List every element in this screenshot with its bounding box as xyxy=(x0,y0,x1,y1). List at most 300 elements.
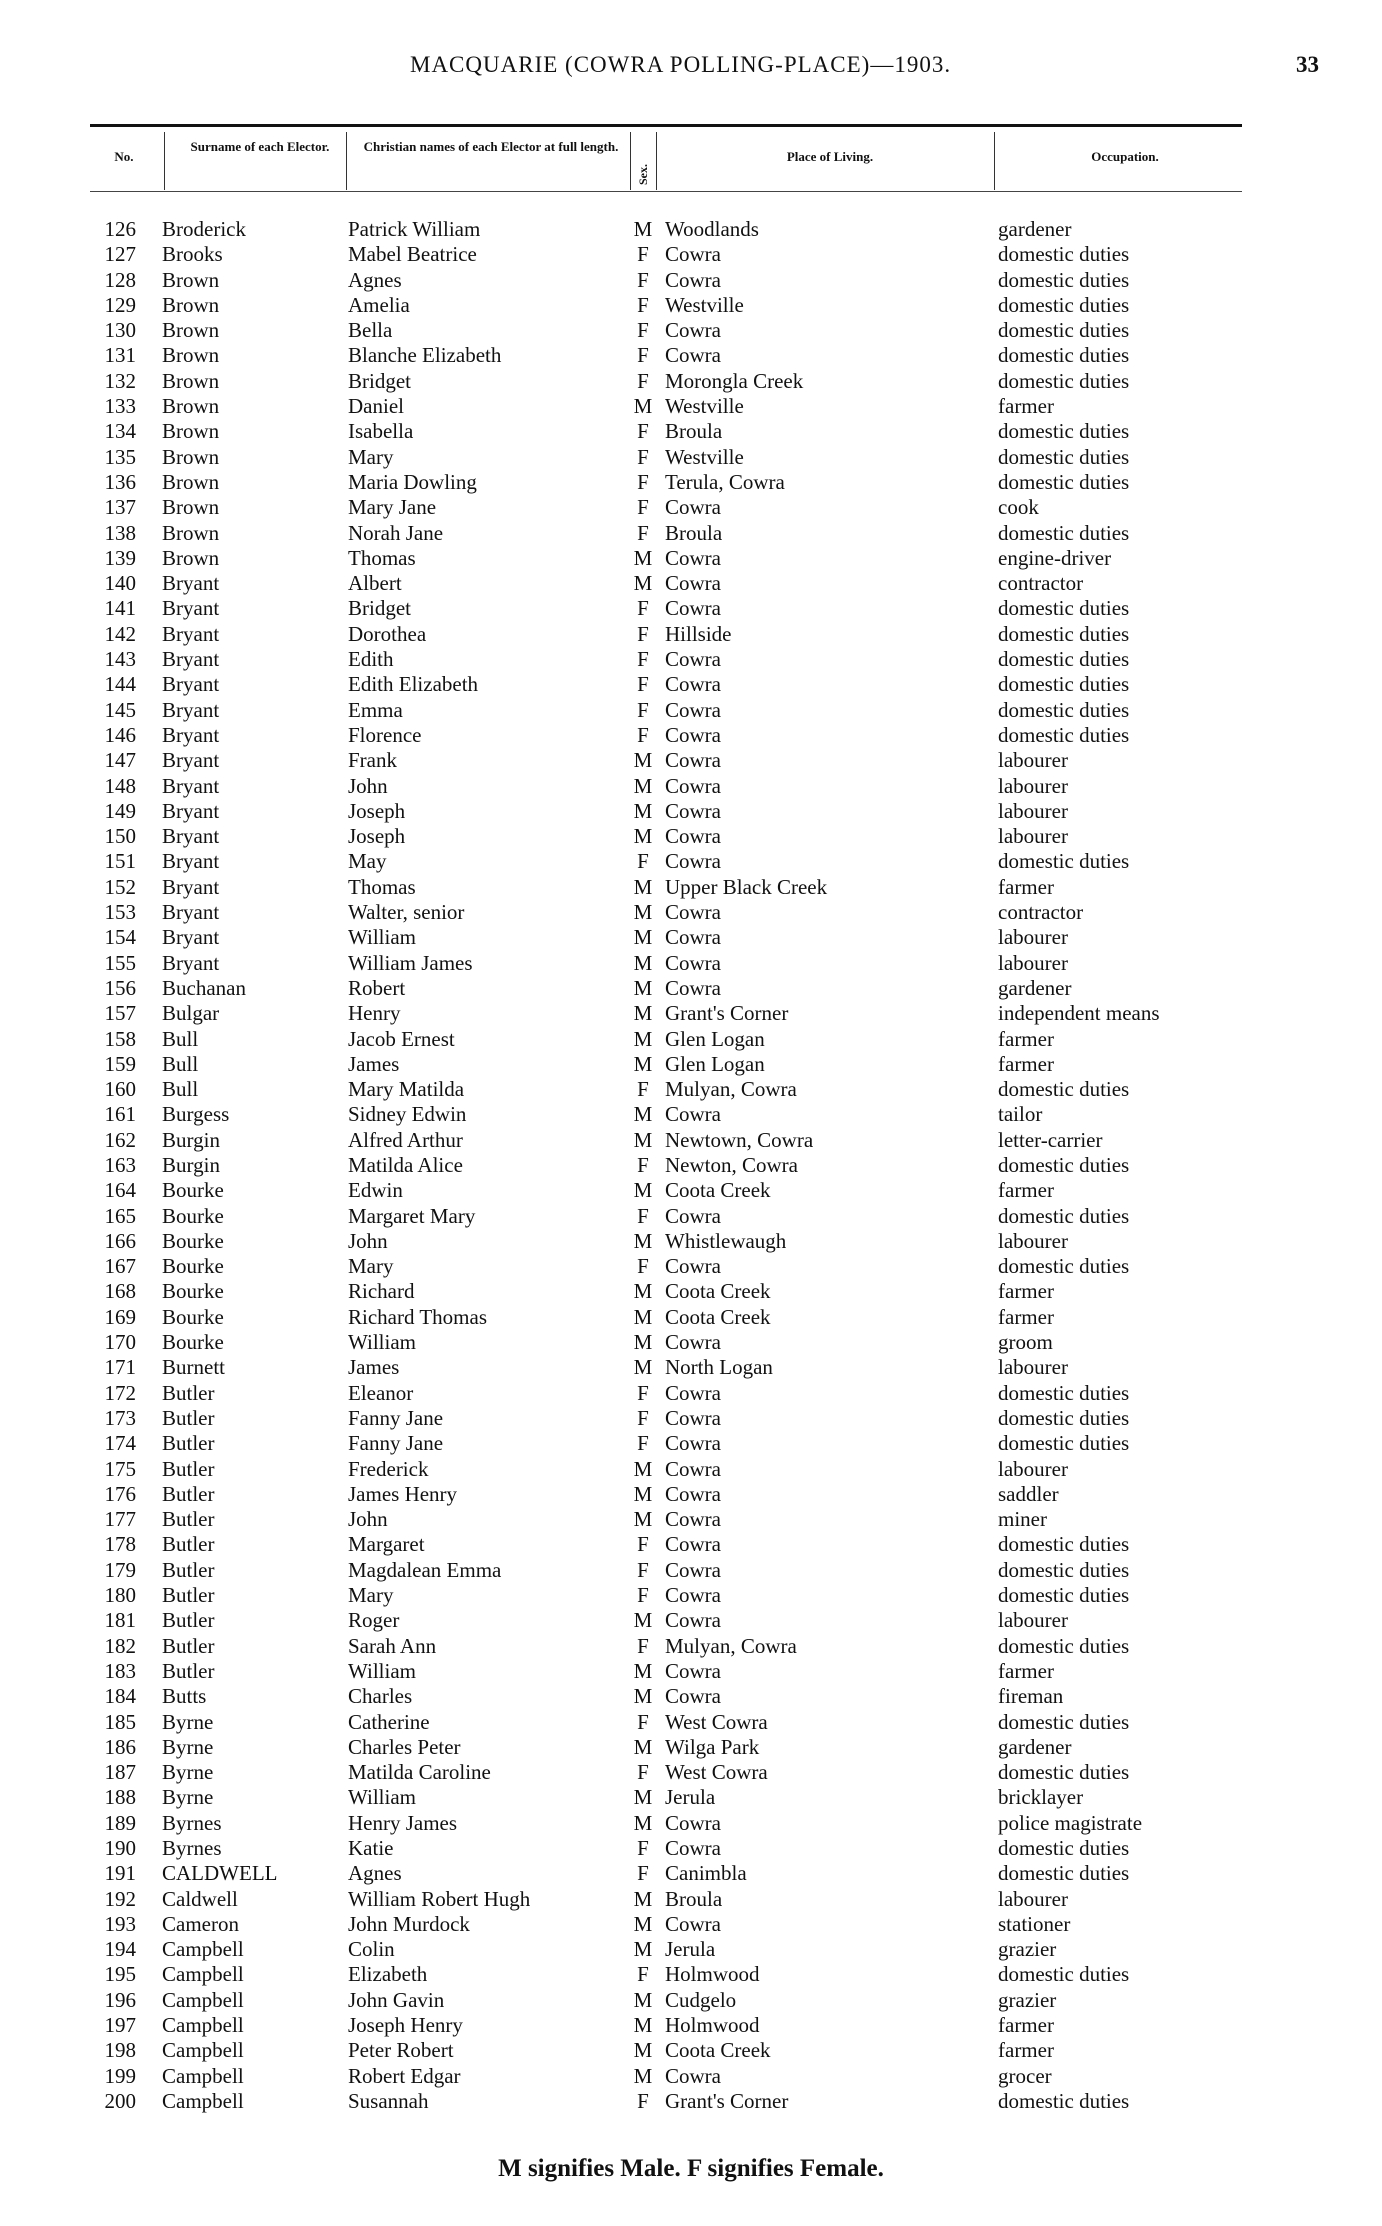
table-row xyxy=(0,521,1382,546)
elector-occupation: labourer xyxy=(998,1355,1068,1380)
elector-christian-names: John xyxy=(348,773,388,798)
elector-sex: F xyxy=(637,368,649,393)
table-row xyxy=(0,875,1382,900)
elector-number: 184 xyxy=(104,1684,136,1709)
elector-number: 197 xyxy=(104,2013,136,2038)
table-row xyxy=(0,1634,1382,1659)
elector-number: 160 xyxy=(104,1077,136,1102)
elector-occupation: engine-driver xyxy=(998,545,1112,570)
elector-occupation: cook xyxy=(998,495,1039,520)
elector-surname: Bryant xyxy=(162,621,220,646)
elector-place-of-living: Cowra xyxy=(665,1810,721,1835)
elector-number: 142 xyxy=(104,621,136,646)
elector-place-of-living: Cowra xyxy=(665,545,721,570)
elector-occupation: miner xyxy=(998,1507,1047,1532)
elector-number: 173 xyxy=(104,1405,136,1430)
elector-number: 177 xyxy=(104,1507,136,1532)
elector-surname: Bourke xyxy=(162,1254,224,1279)
table-row xyxy=(0,925,1382,950)
elector-christian-names: Mary xyxy=(348,1583,394,1608)
elector-number: 127 xyxy=(104,242,136,267)
table-row xyxy=(0,900,1382,925)
elector-place-of-living: Cowra xyxy=(665,1481,721,1506)
elector-number: 190 xyxy=(104,1836,136,1860)
elector-sex: M xyxy=(633,2038,653,2063)
elector-number: 181 xyxy=(104,1608,136,1633)
elector-number: 167 xyxy=(104,1254,136,1279)
elector-sex: M xyxy=(633,798,653,823)
elector-surname: Byrne xyxy=(162,1734,214,1759)
elector-occupation: gardener xyxy=(998,1734,1072,1759)
elector-sex: F xyxy=(637,1633,649,1658)
elector-surname: Brown xyxy=(162,343,220,368)
table-row xyxy=(0,596,1382,621)
elector-place-of-living: Holmwood xyxy=(665,2013,760,2038)
elector-sex: F xyxy=(637,1077,649,1102)
column-header-place: Place of Living. xyxy=(786,149,874,164)
elector-place-of-living: Cowra xyxy=(665,596,721,621)
elector-sex: F xyxy=(637,722,649,747)
elector-number: 156 xyxy=(104,975,136,1000)
elector-occupation: labourer xyxy=(998,925,1068,950)
elector-surname: Butts xyxy=(162,1684,207,1709)
elector-place-of-living: Cowra xyxy=(665,1380,721,1405)
elector-surname: Campbell xyxy=(162,2038,244,2063)
elector-surname: Butler xyxy=(162,1431,215,1456)
elector-surname: Campbell xyxy=(162,2013,244,2038)
elector-surname: Bourke xyxy=(162,1203,224,1228)
elector-place-of-living: Cowra xyxy=(665,571,721,596)
elector-christian-names: Edith Elizabeth xyxy=(348,672,479,697)
elector-sex: M xyxy=(633,1001,653,1026)
elector-occupation: bricklayer xyxy=(998,1785,1084,1810)
table-row xyxy=(0,1457,1382,1482)
elector-occupation: domestic duties xyxy=(998,520,1130,545)
elector-christian-names: William xyxy=(348,925,416,950)
elector-surname: Butler xyxy=(162,1608,215,1633)
elector-number: 185 xyxy=(104,1709,136,1734)
elector-place-of-living: Cowra xyxy=(665,1431,721,1456)
elector-surname: Bryant xyxy=(162,874,220,899)
elector-number: 130 xyxy=(104,318,136,343)
elector-place-of-living: Woodlands xyxy=(665,217,759,241)
table-row xyxy=(0,1912,1382,1937)
table-row xyxy=(0,1988,1382,2013)
elector-number: 179 xyxy=(104,1557,136,1582)
elector-sex: M xyxy=(633,1304,653,1329)
elector-christian-names: Dorothea xyxy=(348,621,427,646)
elector-number: 149 xyxy=(104,798,136,823)
table-row xyxy=(0,647,1382,672)
elector-surname: Butler xyxy=(162,1557,215,1582)
elector-place-of-living: West Cowra xyxy=(665,1709,768,1734)
elector-number: 134 xyxy=(104,419,136,444)
elector-sex: M xyxy=(633,773,653,798)
elector-number: 132 xyxy=(104,368,136,393)
elector-christian-names: William xyxy=(348,1658,416,1683)
elector-christian-names: Charles xyxy=(348,1684,413,1709)
elector-place-of-living: Cowra xyxy=(665,343,721,368)
elector-sex: M xyxy=(633,1279,653,1304)
elector-occupation: domestic duties xyxy=(998,1709,1130,1734)
elector-sex: F xyxy=(637,596,649,621)
table-row xyxy=(0,1937,1382,1962)
table-row xyxy=(0,1077,1382,1102)
elector-surname: Butler xyxy=(162,1481,215,1506)
elector-sex: M xyxy=(633,900,653,925)
elector-number: 133 xyxy=(104,394,136,419)
elector-surname: Brown xyxy=(162,495,220,520)
table-row xyxy=(0,951,1382,976)
elector-number: 186 xyxy=(104,1734,136,1759)
elector-number: 144 xyxy=(104,672,136,697)
table-row xyxy=(0,1659,1382,1684)
elector-place-of-living: Glen Logan xyxy=(665,1051,765,1076)
elector-occupation: domestic duties xyxy=(998,1380,1130,1405)
elector-sex: M xyxy=(633,1608,653,1633)
elector-christian-names: Robert Edgar xyxy=(348,2063,461,2088)
elector-place-of-living: Cowra xyxy=(665,1557,721,1582)
elector-place-of-living: Cudgelo xyxy=(665,1987,737,2012)
elector-occupation: domestic duties xyxy=(998,672,1130,697)
elector-surname: Brown xyxy=(162,545,220,570)
elector-sex: M xyxy=(633,545,653,570)
elector-number: 153 xyxy=(104,900,136,925)
elector-occupation: labourer xyxy=(998,1456,1068,1481)
table-row xyxy=(0,2013,1382,2038)
elector-number: 129 xyxy=(104,292,136,317)
elector-place-of-living: Cowra xyxy=(665,1532,721,1557)
elector-christian-names: Blanche Elizabeth xyxy=(348,343,502,368)
elector-place-of-living: Cowra xyxy=(665,697,721,722)
elector-place-of-living: Coota Creek xyxy=(665,1304,771,1329)
table-row xyxy=(0,343,1382,368)
elector-number: 196 xyxy=(104,1987,136,2012)
elector-christian-names: Sidney Edwin xyxy=(348,1102,467,1127)
elector-number: 126 xyxy=(104,217,136,241)
elector-occupation: domestic duties xyxy=(998,1962,1130,1987)
elector-sex: M xyxy=(633,1026,653,1051)
elector-place-of-living: North Logan xyxy=(665,1355,773,1380)
elector-place-of-living: Cowra xyxy=(665,672,721,697)
elector-christian-names: John Murdock xyxy=(348,1911,470,1936)
elector-occupation: farmer xyxy=(998,1304,1054,1329)
elector-place-of-living: Canimbla xyxy=(665,1861,747,1886)
elector-place-of-living: Upper Black Creek xyxy=(665,874,828,899)
elector-number: 161 xyxy=(104,1102,136,1127)
elector-surname: Burnett xyxy=(162,1355,225,1380)
elector-place-of-living: Glen Logan xyxy=(665,1026,765,1051)
elector-place-of-living: West Cowra xyxy=(665,1760,768,1785)
elector-surname: Butler xyxy=(162,1456,215,1481)
elector-occupation: domestic duties xyxy=(998,849,1130,874)
elector-number: 137 xyxy=(104,495,136,520)
elector-occupation: grocer xyxy=(998,2063,1052,2088)
elector-surname: Butler xyxy=(162,1380,215,1405)
elector-sex: F xyxy=(637,1405,649,1430)
elector-sex: M xyxy=(633,748,653,773)
elector-occupation: grazier xyxy=(998,1937,1057,1962)
elector-sex: F xyxy=(637,1760,649,1785)
elector-occupation: domestic duties xyxy=(998,1557,1130,1582)
elector-list xyxy=(0,217,1382,2114)
table-row xyxy=(0,394,1382,419)
elector-place-of-living: Mulyan, Cowra xyxy=(665,1633,797,1658)
elector-surname: Campbell xyxy=(162,1987,244,2012)
elector-surname: Bryant xyxy=(162,596,220,621)
elector-sex: M xyxy=(633,2063,653,2088)
elector-christian-names: Agnes xyxy=(348,1861,402,1886)
elector-christian-names: Henry xyxy=(348,1001,401,1026)
table-row xyxy=(0,1785,1382,1810)
table-header-rule xyxy=(90,191,1242,192)
elector-place-of-living: Cowra xyxy=(665,1684,721,1709)
elector-place-of-living: Coota Creek xyxy=(665,2038,771,2063)
elector-occupation: domestic duties xyxy=(998,1532,1130,1557)
elector-place-of-living: Wilga Park xyxy=(665,1734,760,1759)
column-header-sex: Sex. xyxy=(636,164,650,185)
elector-surname: Bourke xyxy=(162,1330,224,1355)
table-row xyxy=(0,1406,1382,1431)
elector-number: 189 xyxy=(104,1810,136,1835)
elector-sex: F xyxy=(637,343,649,368)
elector-occupation: labourer xyxy=(998,798,1068,823)
table-row xyxy=(0,723,1382,748)
table-row xyxy=(0,1229,1382,1254)
elector-number: 148 xyxy=(104,773,136,798)
elector-number: 170 xyxy=(104,1330,136,1355)
column-header-no: No. xyxy=(114,149,134,164)
elector-surname: Bryant xyxy=(162,798,220,823)
elector-christian-names: Norah Jane xyxy=(348,520,444,545)
elector-place-of-living: Cowra xyxy=(665,925,721,950)
elector-christian-names: Matilda Alice xyxy=(348,1152,463,1177)
column-header-christian: Christian names of each Elector at full length. xyxy=(363,139,619,154)
elector-christian-names: Emma xyxy=(348,697,403,722)
elector-number: 172 xyxy=(104,1380,136,1405)
elector-place-of-living: Cowra xyxy=(665,773,721,798)
elector-christian-names: Bridget xyxy=(348,368,411,393)
elector-sex: F xyxy=(637,647,649,672)
elector-sex: M xyxy=(633,824,653,849)
elector-occupation: fireman xyxy=(998,1684,1064,1709)
elector-sex: F xyxy=(637,1254,649,1279)
elector-christian-names: Daniel xyxy=(348,394,404,419)
elector-sex: F xyxy=(637,1861,649,1886)
elector-number: 151 xyxy=(104,849,136,874)
column-header-surname: Surname of each Elector. xyxy=(190,139,330,154)
elector-number: 145 xyxy=(104,697,136,722)
elector-surname: Bulgar xyxy=(162,1001,220,1026)
table-row xyxy=(0,976,1382,1001)
elector-place-of-living: Terula, Cowra xyxy=(665,469,785,494)
elector-place-of-living: Cowra xyxy=(665,1658,721,1683)
elector-surname: Byrne xyxy=(162,1760,214,1785)
elector-number: 175 xyxy=(104,1456,136,1481)
elector-surname: Bryant xyxy=(162,925,220,950)
elector-surname: Bourke xyxy=(162,1304,224,1329)
elector-occupation: gardener xyxy=(998,975,1072,1000)
elector-occupation: domestic duties xyxy=(998,267,1130,292)
elector-occupation: farmer xyxy=(998,1051,1054,1076)
elector-number: 191 xyxy=(104,1861,136,1886)
elector-surname: Byrnes xyxy=(162,1810,222,1835)
table-row xyxy=(0,622,1382,647)
elector-sex: M xyxy=(633,925,653,950)
elector-surname: Bryant xyxy=(162,571,220,596)
elector-occupation: domestic duties xyxy=(998,2088,1130,2113)
elector-surname: Brown xyxy=(162,368,220,393)
elector-place-of-living: Cowra xyxy=(665,1254,721,1279)
elector-place-of-living: Westville xyxy=(665,444,744,469)
elector-surname: Brown xyxy=(162,267,220,292)
elector-sex: F xyxy=(637,1380,649,1405)
elector-place-of-living: Cowra xyxy=(665,824,721,849)
elector-sex: M xyxy=(633,217,653,241)
table-row xyxy=(0,1330,1382,1355)
table-row xyxy=(0,1608,1382,1633)
elector-surname: Bryant xyxy=(162,824,220,849)
elector-number: 174 xyxy=(104,1431,136,1456)
elector-place-of-living: Westville xyxy=(665,292,744,317)
elector-christian-names: Roger xyxy=(348,1608,400,1633)
elector-sex: M xyxy=(633,950,653,975)
elector-number: 138 xyxy=(104,520,136,545)
elector-occupation: labourer xyxy=(998,773,1068,798)
elector-occupation: domestic duties xyxy=(998,1760,1130,1785)
elector-sex: M xyxy=(633,1481,653,1506)
elector-sex: M xyxy=(633,1937,653,1962)
elector-number: 199 xyxy=(104,2063,136,2088)
table-row xyxy=(0,1507,1382,1532)
elector-place-of-living: Cowra xyxy=(665,1405,721,1430)
elector-number: 162 xyxy=(104,1127,136,1152)
elector-occupation: farmer xyxy=(998,2013,1054,2038)
elector-place-of-living: Cowra xyxy=(665,748,721,773)
elector-occupation: contractor xyxy=(998,571,1084,596)
elector-number: 169 xyxy=(104,1304,136,1329)
elector-sex: M xyxy=(633,1734,653,1759)
elector-place-of-living: Broula xyxy=(665,1886,723,1911)
elector-surname: Burgin xyxy=(162,1127,220,1152)
elector-number: 195 xyxy=(104,1962,136,1987)
elector-surname: Butler xyxy=(162,1532,215,1557)
table-row xyxy=(0,1305,1382,1330)
table-row xyxy=(0,369,1382,394)
elector-surname: Bryant xyxy=(162,849,220,874)
elector-number: 141 xyxy=(104,596,136,621)
elector-number: 135 xyxy=(104,444,136,469)
elector-christian-names: Matilda Caroline xyxy=(348,1760,491,1785)
elector-occupation: labourer xyxy=(998,1886,1068,1911)
table-row xyxy=(0,1735,1382,1760)
elector-place-of-living: Jerula xyxy=(665,1937,716,1962)
table-row xyxy=(0,293,1382,318)
elector-christian-names: Thomas xyxy=(348,874,416,899)
table-row xyxy=(0,698,1382,723)
elector-occupation: domestic duties xyxy=(998,292,1130,317)
elector-number: 146 xyxy=(104,722,136,747)
table-row xyxy=(0,1102,1382,1127)
elector-sex: M xyxy=(633,975,653,1000)
elector-christian-names: Mabel Beatrice xyxy=(348,242,477,267)
elector-occupation: saddler xyxy=(998,1481,1059,1506)
table-row xyxy=(0,445,1382,470)
elector-occupation: domestic duties xyxy=(998,621,1130,646)
elector-number: 198 xyxy=(104,2038,136,2063)
elector-occupation: labourer xyxy=(998,950,1068,975)
table-row xyxy=(0,1583,1382,1608)
elector-place-of-living: Mulyan, Cowra xyxy=(665,1077,797,1102)
column-divider xyxy=(994,132,995,190)
elector-occupation: contractor xyxy=(998,900,1084,925)
elector-christian-names: Mary xyxy=(348,1254,394,1279)
elector-surname: Bryant xyxy=(162,950,220,975)
elector-sex: F xyxy=(637,292,649,317)
table-row xyxy=(0,672,1382,697)
elector-sex: M xyxy=(633,1658,653,1683)
elector-surname: Campbell xyxy=(162,2088,244,2113)
elector-place-of-living: Newtown, Cowra xyxy=(665,1127,814,1152)
table-row xyxy=(0,1811,1382,1836)
elector-sex: F xyxy=(637,267,649,292)
table-row xyxy=(0,774,1382,799)
elector-sex: F xyxy=(637,242,649,267)
elector-number: 194 xyxy=(104,1937,136,1962)
elector-sex: F xyxy=(637,1431,649,1456)
column-header-occupation: Occupation. xyxy=(1091,149,1159,164)
elector-place-of-living: Holmwood xyxy=(665,1962,760,1987)
elector-christian-names: Peter Robert xyxy=(348,2038,454,2063)
elector-christian-names: James xyxy=(348,1355,400,1380)
elector-place-of-living: Broula xyxy=(665,520,723,545)
elector-place-of-living: Newton, Cowra xyxy=(665,1152,798,1177)
elector-surname: Caldwell xyxy=(162,1886,238,1911)
elector-number: 180 xyxy=(104,1583,136,1608)
elector-sex: M xyxy=(633,1886,653,1911)
elector-christian-names: Colin xyxy=(348,1937,395,1962)
elector-number: 192 xyxy=(104,1886,136,1911)
elector-christian-names: William xyxy=(348,1785,416,1810)
elector-surname: Brown xyxy=(162,318,220,343)
elector-sex: F xyxy=(637,1836,649,1860)
elector-christian-names: Edith xyxy=(348,647,394,672)
table-row xyxy=(0,2089,1382,2114)
elector-place-of-living: Hillside xyxy=(665,621,732,646)
elector-sex: M xyxy=(633,1684,653,1709)
elector-sex: F xyxy=(637,1532,649,1557)
elector-sex: F xyxy=(637,621,649,646)
table-row xyxy=(0,799,1382,824)
elector-surname: Butler xyxy=(162,1507,215,1532)
table-row xyxy=(0,1279,1382,1304)
table-top-rule xyxy=(90,124,1242,127)
elector-sex: M xyxy=(633,1051,653,1076)
elector-surname: Bull xyxy=(162,1051,199,1076)
elector-occupation: domestic duties xyxy=(998,722,1130,747)
elector-christian-names: Joseph Henry xyxy=(348,2013,463,2038)
elector-occupation: domestic duties xyxy=(998,1203,1130,1228)
table-row xyxy=(0,1861,1382,1886)
elector-place-of-living: Coota Creek xyxy=(665,1279,771,1304)
elector-surname: Byrnes xyxy=(162,1836,222,1860)
elector-number: 176 xyxy=(104,1481,136,1506)
elector-sex: M xyxy=(633,571,653,596)
elector-occupation: farmer xyxy=(998,1026,1054,1051)
elector-surname: Butler xyxy=(162,1583,215,1608)
elector-sex: F xyxy=(637,495,649,520)
elector-surname: Campbell xyxy=(162,1937,244,1962)
